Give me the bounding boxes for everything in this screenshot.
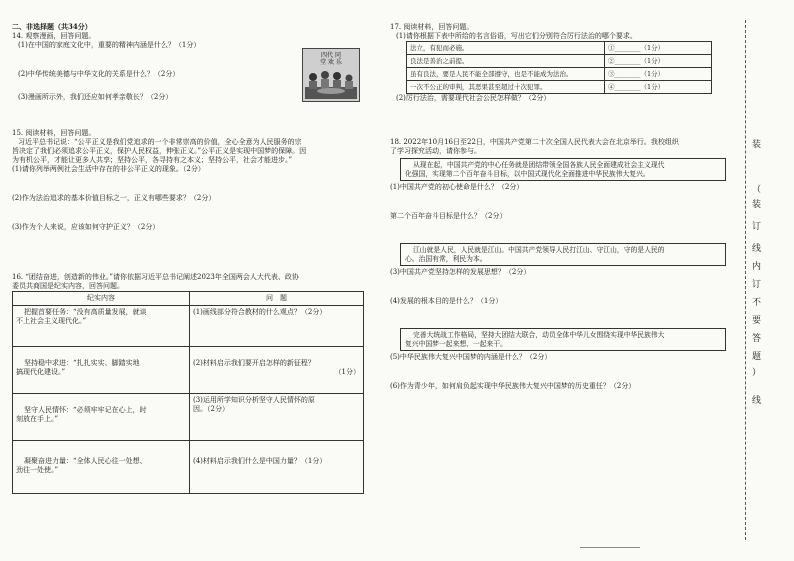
q14-sub-2: (2)中华传统美德与中华文化的关系是什么？（2分） bbox=[18, 70, 180, 78]
q16-row2-content-line1: 坚持稳中求进：“扎扎实实、脚踏实地 bbox=[24, 359, 140, 367]
q17-num-1: ① bbox=[608, 43, 615, 52]
cartoon-caption-1: 四代 同 bbox=[321, 52, 341, 59]
q16-row3-question bbox=[190, 394, 364, 441]
q18-stem-2: 了学习探究活动，请你参与。 bbox=[390, 147, 481, 155]
q18-sub-4: (4)发展的根本目的是什么？（1分） bbox=[390, 297, 503, 305]
q16-row2-question bbox=[190, 347, 364, 394]
q15-material-1: 习近平总书记说：“公平正义是我们党追求的一个非常崇高的价值，全心全意为人民服务的宗 bbox=[18, 138, 302, 146]
q16-header-question: 问 题 bbox=[190, 292, 364, 306]
q15-sub-2: (2)作为法治追求的基本价值目标之一，正义有哪些要求？（2分） bbox=[12, 194, 216, 202]
q14-stem: 14. 观察漫画，回答问题。 bbox=[12, 32, 96, 40]
table-row bbox=[407, 42, 712, 55]
q16-row1-content bbox=[13, 306, 190, 347]
q16-table-header bbox=[13, 292, 364, 306]
q16-header-content: 纪实内容 bbox=[13, 292, 190, 306]
q16-row2-content bbox=[13, 347, 190, 394]
q17-stem: 17. 阅读材料，回答问题。 bbox=[390, 23, 474, 31]
table-row bbox=[407, 68, 712, 81]
family-illustration-icon bbox=[305, 67, 357, 99]
q17-blank-2: ________（1分） bbox=[614, 56, 665, 65]
q18-box3-line1: 完善大统战工作格局，坚持大团结大联合，动员全体中华儿女围绕实现中华民族伟大 bbox=[413, 331, 665, 339]
q17-answer-4[interactable] bbox=[605, 81, 712, 94]
table-row bbox=[13, 394, 364, 441]
q18-box1-line1: 从现在起，中国共产党的中心任务就是团结带领全国各族人民全面建成社会主义现代 bbox=[413, 161, 665, 169]
q16-row2-question-line1: (2)材料启示我们要开启怎样的新征程？ bbox=[193, 359, 315, 367]
family-cartoon-image bbox=[302, 48, 360, 102]
binding-char-2: （ bbox=[752, 185, 762, 195]
q17-num-4: ④ bbox=[608, 82, 615, 91]
q16-row4-question-line1: (4)材料启示我们什么是中国力量？（1分） bbox=[193, 457, 327, 465]
table-row bbox=[13, 441, 364, 494]
q16-row2-question-line2: （1分） bbox=[334, 368, 360, 376]
q18-material-box-1 bbox=[400, 158, 726, 181]
binding-char-3: 装 bbox=[752, 200, 762, 210]
q17-blank-1: ________（1分） bbox=[614, 43, 665, 52]
q17-saying-4: 一次不公正的审判，其恶果甚至超过十次犯罪。 bbox=[407, 81, 605, 94]
q16-row4-content-line2: 劲往一处使。” bbox=[16, 466, 59, 474]
q16-row1-content-line1: 把握首要任务：“没有高质量发展，就谈 bbox=[24, 308, 147, 316]
q17-table bbox=[406, 41, 712, 94]
q18-sub-3: (3)中国共产党坚持怎样的发展思想？（2分） bbox=[390, 268, 531, 276]
q18-box2-line2: 心。治国有常，利民为本。 bbox=[405, 254, 487, 263]
cartoon-caption-2: 堂 欢 乐 bbox=[320, 59, 342, 66]
q16-row4-question bbox=[190, 441, 364, 494]
q17-answer-1[interactable] bbox=[605, 42, 712, 55]
q18-material-box-3 bbox=[400, 328, 726, 351]
q16-row1-question-line1: (1)画线部分符合教材的什么观点？（2分） bbox=[193, 308, 327, 316]
q18-box3-line2: 复兴中国梦一起来想、一起来干。 bbox=[405, 339, 507, 348]
q16-row3-question-line2: 因。（2分） bbox=[193, 405, 229, 413]
binding-char-10: 答 bbox=[752, 334, 762, 344]
q16-row1-content-line2: 不上社会主义现代化。” bbox=[16, 317, 87, 325]
q16-stem-1: 16. “团结奋进，创造新的伟业。”请你依据习近平总书记阐述2023年全国两会人大代表、政协 bbox=[12, 273, 299, 281]
binding-char-6: 内 bbox=[752, 262, 762, 272]
q16-row3-question-line1: (3)运用所学知识分析坚守人民情怀的原 bbox=[193, 396, 315, 404]
q15-material-2: 旨决定了我们必须追求公平正义，保护人民权益，伸张正义。”公平正义是实现中国梦的保障。因 bbox=[12, 147, 307, 155]
binding-char-5: 线 bbox=[752, 244, 762, 254]
q18-stem-1: 18. 2022年10月16日至22日，中国共产党第二十次全国人民代表大会在北京举行。我校组织 bbox=[390, 138, 679, 146]
q17-sub-1: (1)请你根据下表中所给的名言俗语，写出它们分别符合厉行法治的哪个要求。 bbox=[396, 32, 637, 40]
binding-char-4: 订 bbox=[752, 222, 762, 232]
q16-row3-content-line1: 坚守人民情怀：“必须牢牢记在心上，时 bbox=[24, 406, 147, 414]
binding-char-7: 订 bbox=[752, 280, 762, 290]
section-title: 二、非选择题（共34分） bbox=[12, 22, 92, 31]
q17-num-3: ③ bbox=[608, 69, 615, 78]
q16-row2-content-line2: 搞现代化建设。” bbox=[16, 368, 66, 376]
q14-sub-1: (1)在中国的家庭文化中，重要的精神内涵是什么？（1分） bbox=[18, 41, 201, 49]
q15-sub-1: (1)请你列举两例社会生活中存在的非公平正义的现象。（2分） bbox=[12, 165, 205, 173]
q15-stem: 15. 阅读材料，回答问题。 bbox=[12, 129, 96, 137]
q18-sub-2: 第二个百年奋斗目标是什么？（2分） bbox=[390, 212, 507, 220]
q16-row3-content-line2: 刻放在手上。” bbox=[16, 415, 59, 423]
q16-row3-content bbox=[13, 394, 190, 441]
q14-sub-3: (3)漫画所示外，我们还应如何孝亲敬长？（2分） bbox=[18, 93, 173, 101]
binding-char-1: 装 bbox=[752, 140, 762, 150]
q16-row4-content bbox=[13, 441, 190, 494]
q18-box1-line2: 化强国，实现第二个百年奋斗目标，以中国式现代化全面推进中华民族伟大复兴。 bbox=[405, 169, 650, 178]
table-row bbox=[13, 306, 364, 347]
q16-table bbox=[12, 291, 364, 494]
table-row bbox=[13, 347, 364, 394]
q18-sub-1: (1)中国共产党的初心使命是什么？（2分） bbox=[390, 183, 524, 191]
q18-material-box-2 bbox=[400, 243, 726, 266]
q17-blank-3: ________（1分） bbox=[614, 69, 665, 78]
q18-sub-5: (5)中华民族伟大复兴中国梦的内涵是什么？（2分） bbox=[390, 353, 552, 361]
q16-stem-2: 委员共商国是纪实内容，回答问题。 bbox=[12, 282, 124, 290]
binding-char-12: ） bbox=[752, 368, 762, 378]
q18-sub-6: (6)作为青少年，如何肩负起实现中华民族伟大复兴中国梦的历史重任？（2分） bbox=[390, 382, 636, 390]
q17-num-2: ② bbox=[608, 56, 615, 65]
table-row bbox=[407, 55, 712, 68]
q17-sub-2: (2)厉行法治，需要现代社会公民怎样做？（2分） bbox=[396, 94, 551, 102]
binding-char-13: 线 bbox=[752, 396, 762, 406]
binding-char-8: 不 bbox=[752, 298, 762, 308]
q17-saying-2: 良法是善治之前提。 bbox=[407, 55, 605, 68]
binding-dashed-line bbox=[745, 20, 746, 540]
binding-char-11: 题 bbox=[752, 352, 762, 362]
right-column bbox=[390, 22, 726, 391]
q17-answer-3[interactable] bbox=[605, 68, 712, 81]
q15-material-3: 为有机公平，才能让更多人共享；坚持公平，各寻持有之本义；坚持公平，社会才能进步。” bbox=[12, 156, 293, 164]
q17-answer-2[interactable] bbox=[605, 55, 712, 68]
q16-row4-content-line1: 凝聚奋进力量：“全体人民心往一处想、 bbox=[24, 457, 147, 465]
q18-box2-line1: 江山就是人民，人民就是江山。中国共产党领导人民打江山、守江山，守的是人民的 bbox=[413, 246, 665, 254]
q17-blank-4: ________（1分） bbox=[614, 82, 665, 91]
table-row bbox=[407, 81, 712, 94]
q17-saying-3: 虽有良法，要是人民不能全部遵守，也是不能成为法治。 bbox=[407, 68, 605, 81]
q16-row1-question bbox=[190, 306, 364, 347]
binding-char-9: 要 bbox=[752, 316, 762, 326]
footer-rule bbox=[580, 547, 640, 548]
q15-sub-3: (3)作为个人来说，应该如何守护正义？（2分） bbox=[12, 223, 160, 231]
q17-saying-1: 法立，有犯而必施。 bbox=[407, 42, 605, 55]
